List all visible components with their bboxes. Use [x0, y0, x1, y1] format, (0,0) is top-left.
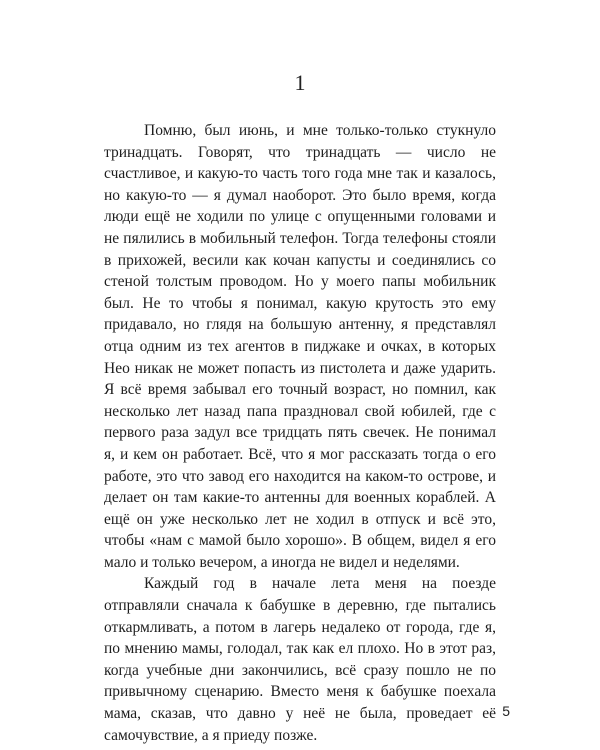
- paragraph: Помню, был июнь, и мне только-только стукнуло тринадцать. Говорят, что тринадцать — число не счастливое, и какую-то часть того года мне так и казалось, но какую-то — я думал наоборот. Это было время, когда люди ещё не ходили по улице с опущенными головами и не пялились в мобильный телефон. Тогда телефоны стояли в прихожей, весили как кочан капусты и соединялись со стеной толстым проводом. Но у моего папы мобильник был. Не то чтобы я понимал, какую крутость это ему придавало, но глядя на большую антенну, я представлял отца одним из тех агентов в пиджаке и очках, в которых Нео никак не может попасть из пистолета и даже ударить. Я всё время забывал его точный возраст, но помнил, как несколько лет назад папа праздновал свой юбилей, где с первого раза задул все тридцать пять свечек. Не понимал я, и кем он работает. Всё, что я мог рассказать тогда о его работе, это что завод его находится на каком-то острове, и делает он там какие-то антенны для военных кораблей. А ещё он уже несколько лет не ходил в отпуск и всё это, чтобы «нам с мамой было хорошо». В общем, видел я его мало и только вечером, а иногда не видел и неделями.: [104, 122, 496, 571]
- paragraph: Каждый год в начале лета меня на поезде отправляли сначала к бабушке в деревню, где пытались откармливать, а потом в лагерь недалеко от города, где я, по мнению мамы, голодал, так как ел плохо. Но в этот раз, когда учебные дни закончились, всё сразу пошло не по привычному сценарию. Вместо меня к бабушке поехала мама, сказав, что давно у неё не была, проведает её самочувствие, а я приеду позже.: [104, 575, 496, 744]
- page-number: 5: [502, 703, 510, 719]
- chapter-body: [104, 120, 496, 746]
- chapter-number: 1: [294, 70, 306, 95]
